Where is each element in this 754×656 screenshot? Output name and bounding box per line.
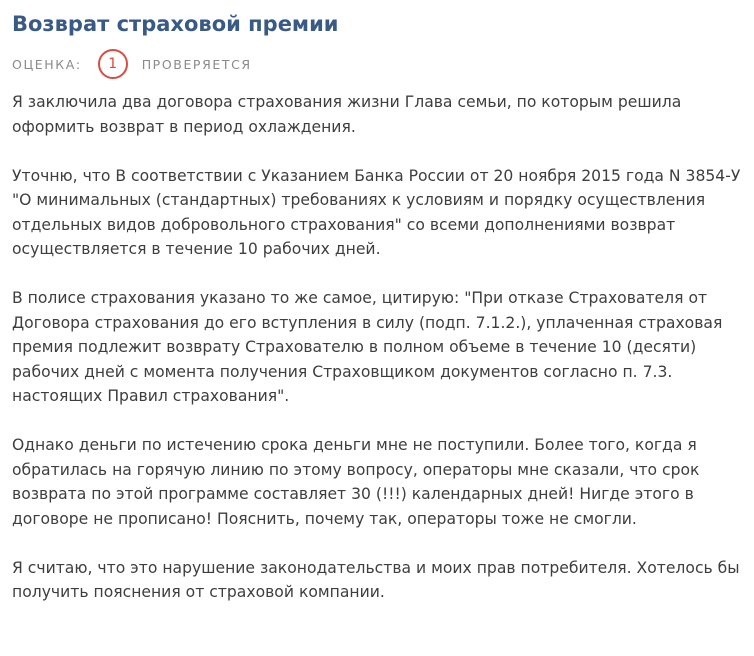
review-paragraph: Я считаю, что это нарушение законодательства и моих прав потребителя. Хотелось бы получить пояснения от страховой компании. <box>12 558 740 601</box>
review-paragraph: Я заключила два договора страхования жизни Глава семьи, по которым решила оформить возврат в период охлаждения. <box>12 93 682 136</box>
rating-row <box>12 46 252 82</box>
review-status: ПРОВЕРЯЕТСЯ <box>141 56 252 72</box>
review-paragraph: Однако деньги по истечению срока деньги мне не поступили. Более того, когда я обратилась на горячую линию по этому вопросу, операторы мне сказали, что срок возврата по этой программе составляет 30 (!!!) календарных дней! Нигде этого в договоре не прописано! Пояснить, почему так, операторы тоже не смогли. <box>12 436 700 528</box>
review-paragraph: Уточню, что В соответствии с Указанием Банка России от 20 ноября 2015 года N 3854-У "О минимальных (стандартных) требованиях к условиям и порядку осуществления отдельных видов добровольного страхования" со всеми дополнениями возврат осуществляется в течение 10 рабочих дней. <box>12 166 741 258</box>
review-title: Возврат страховой премии <box>12 12 339 36</box>
review-body <box>12 90 744 605</box>
rating-badge: 1 <box>98 49 128 79</box>
rating-label: ОЦЕНКА: <box>12 56 82 72</box>
review-paragraph: В полисе страхования указано то же самое, цитирую: "При отказе Страхователя от Договора страхования до его вступления в силу (подп. 7.1.2.), уплаченная страховая премия подлежит возврату Страхователю в полном объеме в течение 10 (десяти) рабочих дней с момента получения Страховщиком документов согласно п. 7.3. настоящих Правил страхования". <box>12 289 723 405</box>
